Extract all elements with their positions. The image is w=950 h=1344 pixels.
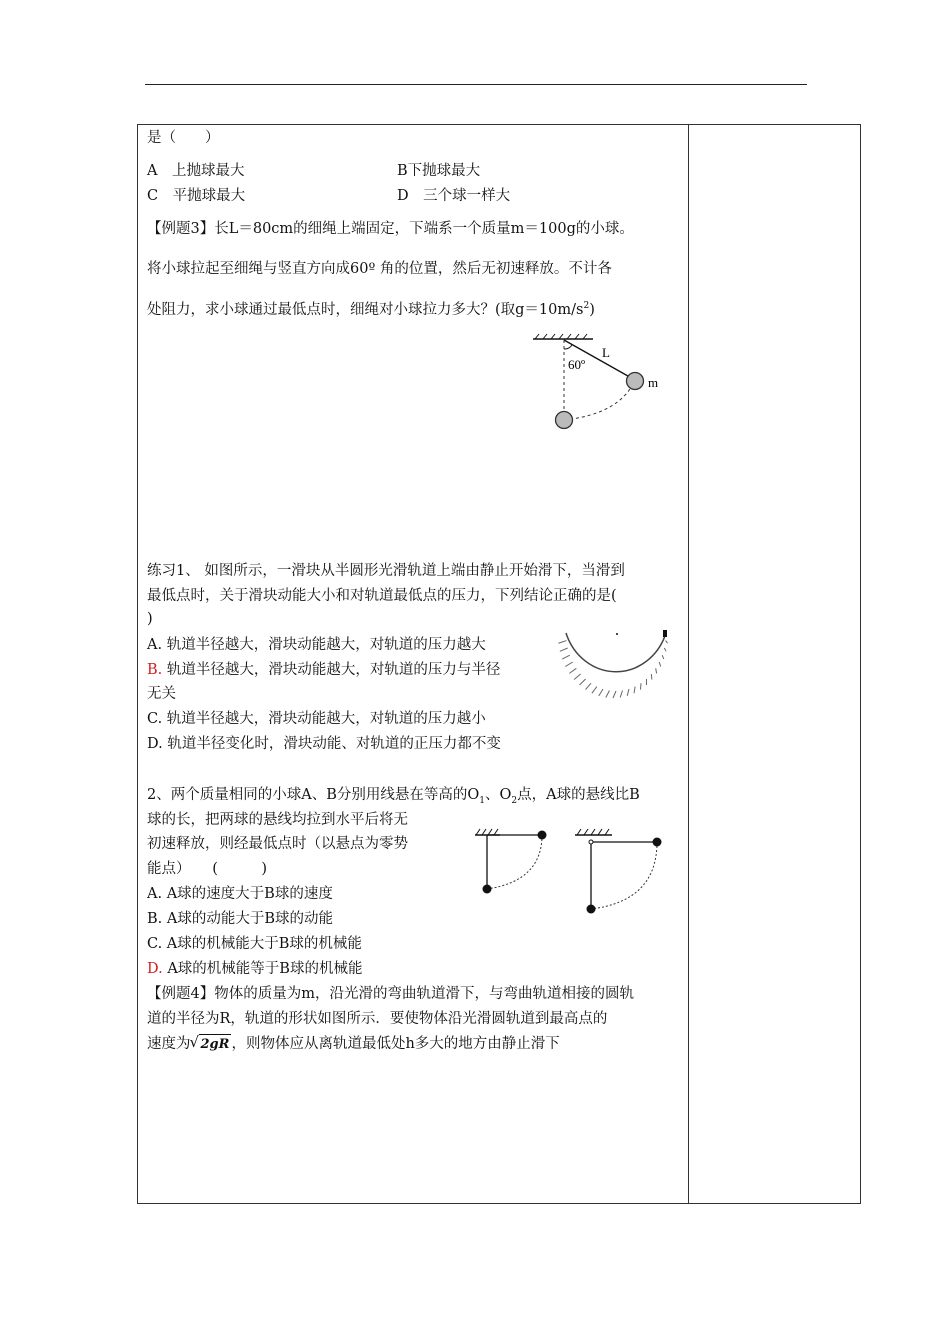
hatch-mark	[666, 641, 668, 644]
exercise2-line3: 初速释放，则经最低点时（以悬点为零势	[147, 836, 408, 852]
hatch-mark	[599, 689, 603, 696]
exercise2-line1: 2、两个质量相同的小球A、B分别用线悬在等高的$O_1$、$O_2$点，A球的悬线比B	[147, 787, 640, 806]
example4-line1: 【例题4】物体的质量为m，沿光滑的弯曲轨道滑下，与弯曲轨道相接的圆轨	[147, 986, 634, 1002]
example3-line1: 【例题3】长L＝80cm的细绳上端固定，下端系一个质量m＝100g的小球。	[147, 221, 634, 237]
hatch-mark	[651, 674, 652, 680]
hatch-mark	[565, 662, 572, 667]
hatch-mark	[627, 689, 629, 696]
example3-line3: 处阻力，求小球通过最低点时，细绳对小球拉力多大？(取$g=10m/s^2$)	[147, 301, 595, 318]
answer-letter-b: B.	[147, 662, 163, 678]
hatch-mark	[606, 691, 610, 698]
hatch-mark	[634, 687, 635, 694]
hatch-mark	[641, 683, 642, 689]
exercise2-line4: 能点） ( )	[147, 861, 268, 877]
hatch-mark	[592, 687, 597, 694]
ball-lowest	[556, 412, 573, 429]
hatch-mark	[562, 655, 570, 659]
column-divider	[688, 125, 689, 1203]
prev-question-stem: 是（ ）	[147, 130, 220, 146]
exercise1-option-c: C. 轨道半径越大，滑块动能越大，对轨道的压力越小	[147, 711, 486, 727]
example3-line2: 将小球拉起至细绳与竖直方向成60º 角的位置，然后无初速释放。不计各	[147, 261, 612, 277]
ball-raised	[627, 373, 644, 390]
exercise1-line2: 最低点时，关于滑块动能大小和对轨道最低点的压力，下列结论正确的是(	[147, 588, 617, 604]
hatch-mark	[569, 668, 576, 673]
prev-option-b: B下抛球最大	[397, 163, 481, 179]
exercise2-line2: 球的长，把两球的悬线均拉到水平后将无	[147, 812, 408, 828]
swing-arc	[564, 380, 635, 420]
exercise1-option-d: D. 轨道半径变化时，滑块动能、对轨道的正压力都不变	[147, 736, 501, 752]
exercise2-option-a: A. A球的速度大于B球的速度	[147, 886, 333, 902]
exercise1-line1: 练习1、 如图所示，一滑块从半圆形光滑轨道上端由静止开始滑下，当滑到	[147, 563, 625, 579]
exercise2-option-d: D. A球的机械能等于B球的机械能	[147, 961, 363, 977]
sqrt-2gR: √ 2gR	[199, 1034, 232, 1055]
header-rule	[145, 84, 807, 85]
exercise1-line3: )	[147, 611, 153, 627]
mass-label: m	[648, 375, 659, 390]
hatch-mark	[620, 691, 622, 698]
exercise1-option-a: A. 轨道半径越大，滑块动能越大，对轨道的压力越大	[147, 637, 486, 653]
hatch-mark	[664, 648, 666, 651]
pendulum-figure	[525, 330, 675, 440]
prev-option-d: D 三个球一样大	[397, 188, 511, 204]
example4-line2: 道的半径为R，轨道的形状如图所示．要使物体沿光滑圆轨道到最高点的	[147, 1011, 608, 1027]
hatch-mark	[656, 668, 657, 673]
hatch-mark	[580, 679, 586, 685]
hatch-mark	[560, 648, 568, 651]
prev-option-a: A 上抛球最大	[147, 163, 245, 179]
hatch-mark	[558, 641, 566, 644]
hatch-mark	[574, 674, 581, 680]
length-label: L	[602, 345, 610, 360]
exercise2-option-c: C. A球的机械能大于B球的机械能	[147, 936, 362, 952]
exercise1-option-b: B. 轨道半径越大，滑块动能越大，对轨道的压力与半径	[147, 662, 501, 678]
hatch-mark	[613, 691, 616, 698]
hatch-mark	[586, 683, 592, 689]
answer-letter-d: D.	[147, 961, 163, 977]
slider-block	[663, 630, 667, 637]
semicircle-track-figure	[560, 625, 675, 700]
exercise1-option-b-cont: 无关	[147, 686, 176, 702]
prev-option-c: C 平抛球最大	[147, 188, 246, 204]
hatch-mark	[662, 655, 664, 659]
ball-a-raised	[538, 831, 547, 840]
ball-b-raised	[653, 838, 662, 847]
example4-line3: 速度为√ 2gR ，则物体应从离轨道最低处h多大的地方由静止滑下	[147, 1034, 560, 1055]
hatch-mark	[659, 662, 660, 667]
angle-label: 60º	[568, 357, 586, 372]
ball-b-lowest	[587, 905, 596, 914]
exercise2-option-b: B. A球的动能大于B球的动能	[147, 911, 333, 927]
two-pendulums-figure	[470, 825, 670, 920]
ball-a-lowest	[483, 885, 492, 894]
